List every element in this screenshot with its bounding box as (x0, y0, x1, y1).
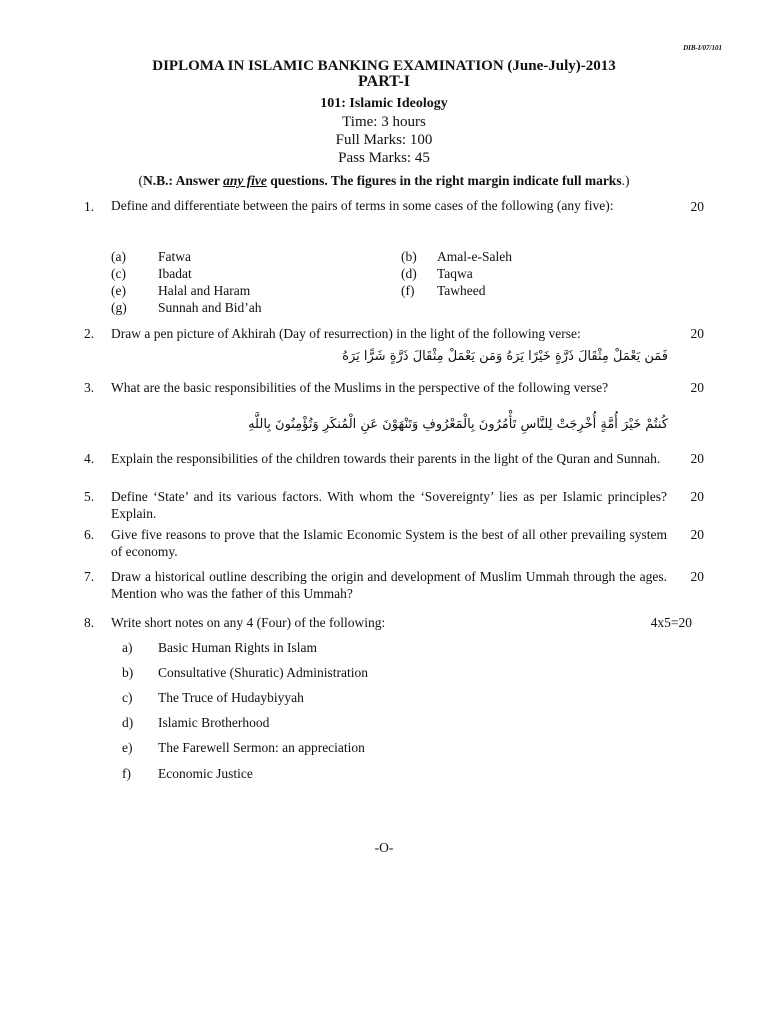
nb-emphasis: any five (223, 173, 267, 188)
question-text: Define ‘State’ and its various factors. With whom the ‘Sovereignty’ lies as per Islamic principles? Explain. (111, 489, 667, 521)
option-text: Ibadat (158, 266, 192, 281)
question-number: 6. (84, 527, 95, 542)
question-marks: 20 (690, 451, 704, 466)
subject-title: 101: Islamic Ideology (320, 96, 448, 111)
option-text: Sunnah and Bid’ah (158, 300, 262, 315)
option-text: Taqwa (437, 266, 473, 281)
note-text: Islamic Brotherhood (158, 715, 270, 730)
option-text: Fatwa (158, 249, 191, 264)
note-text: Basic Human Rights in Islam (158, 640, 317, 655)
option-label: (b) (401, 249, 417, 264)
document-code: DIB-I/07/101 (683, 44, 722, 52)
nb-rest: questions. The figures in the right margin indicate full marks (266, 173, 622, 188)
option-label: (a) (111, 249, 126, 264)
option-label: (c) (111, 266, 126, 281)
note-text: Economic Justice (158, 766, 253, 781)
note-label: a) (122, 640, 133, 655)
option-text: Amal-e-Saleh (437, 249, 512, 264)
nb-prefix: N.B.: Answer (143, 173, 224, 188)
option-label: (f) (401, 283, 415, 298)
note-label: e) (122, 740, 133, 755)
question-text: Draw a pen picture of Akhirah (Day of resurrection) in the light of the following verse: (111, 326, 581, 341)
instructions-note (0, 173, 768, 189)
note-label: f) (122, 766, 131, 781)
question-marks: 20 (690, 199, 704, 214)
option-label: (g) (111, 300, 127, 315)
note-text: Consultative (Shuratic) Administration (158, 665, 368, 680)
question-text: Draw a historical outline describing the origin and development of Muslim Ummah through the ages. Mention who was the father of this Ummah? (111, 569, 667, 601)
time-allowed: Time: 3 hours (342, 114, 426, 130)
exam-title: DIPLOMA IN ISLAMIC BANKING EXAMINATION (June-July)-2013 (152, 58, 616, 74)
note-text: The Farewell Sermon: an appreciation (158, 740, 365, 755)
question-marks: 20 (690, 569, 704, 584)
option-text: Halal and Haram (158, 283, 251, 298)
question-number: 7. (84, 569, 95, 584)
question-text: What are the basic responsibilities of the Muslims in the perspective of the following verse? (111, 380, 609, 395)
quranic-verse: كُنتُمْ خَيْرَ أُمَّةٍ أُخْرِجَتْ لِلنَّاسِ تَأْمُرُونَ بِالْمَعْرُوفِ وَتَنْهَوْنَ عَنِ الْمُنكَرِ وَتُؤْمِنُونَ بِاللَّهِ (248, 417, 668, 432)
end-of-paper-mark: -O- (374, 840, 394, 855)
question-marks: 20 (690, 380, 704, 395)
question-number: 8. (84, 615, 95, 630)
question-number: 2. (84, 326, 95, 341)
question-number: 5. (84, 489, 95, 504)
question-text: Define and differentiate between the pairs of terms in some cases of the following (any five): (111, 198, 614, 213)
question-number: 3. (84, 380, 95, 395)
question-text: Explain the responsibilities of the children towards their parents in the light of the Quran and Sunnah. (111, 451, 661, 466)
question-number: 4. (84, 451, 95, 466)
full-marks: Full Marks: 100 (335, 132, 433, 148)
note-label: d) (122, 715, 134, 730)
option-label: (d) (401, 266, 417, 281)
part-title: PART-I (358, 73, 410, 90)
note-label: b) (122, 665, 134, 680)
question-text: Give five reasons to prove that the Islamic Economic System is the best of all other prevailing system of economy. (111, 527, 667, 559)
quranic-verse: فَمَن يَعْمَلْ مِثْقَالَ ذَرَّةٍ خَيْرًا يَرَهُ وَمَن يَعْمَلْ مِثْقَالَ ذَرَّةٍ شَرًّا يَرَهُ (342, 349, 668, 364)
nb-close: .) (621, 173, 630, 188)
question-marks: 20 (690, 527, 704, 542)
nb-open: ( (138, 173, 144, 188)
question-number: 1. (84, 199, 95, 214)
note-text: The Truce of Hudaybiyyah (158, 690, 304, 705)
pass-marks: Pass Marks: 45 (338, 150, 430, 166)
question-marks: 20 (690, 326, 704, 341)
option-label: (e) (111, 283, 126, 298)
question-marks: 20 (690, 489, 704, 504)
question-text: Write short notes on any 4 (Four) of the following: (111, 615, 386, 630)
question-marks: 4x5=20 (650, 615, 692, 630)
note-label: c) (122, 690, 133, 705)
option-text: Tawheed (437, 283, 486, 298)
